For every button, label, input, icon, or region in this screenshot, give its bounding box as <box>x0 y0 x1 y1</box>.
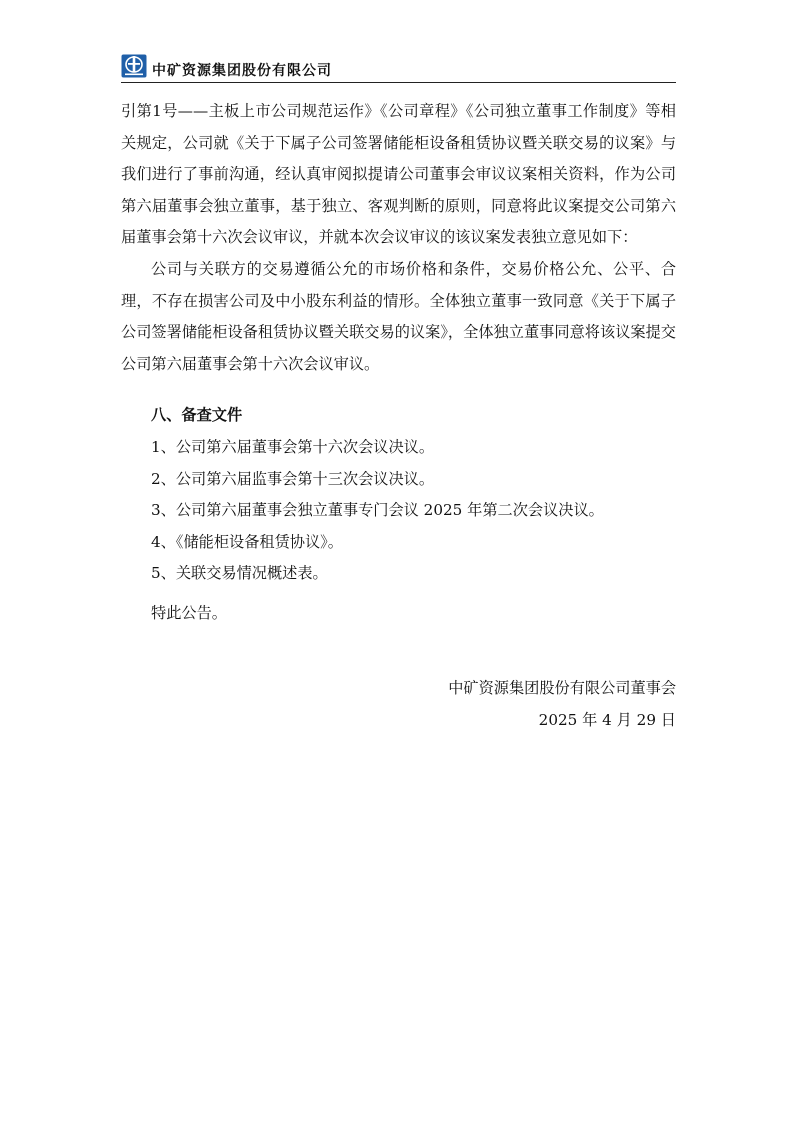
list-item: 1、公司第六届董事会第十六次会议决议。 <box>151 437 435 456</box>
opinion-paragraph-1: 引第1号——主板上市公司规范运作》《公司章程》《公司独立董事工作制度》等相关规定，公司就《关于下属子公司签署储能柜设备租赁协议暨关联交易的议案》与我们进行了事前沟通，经认真审阅拟提请公司董事会审议议案相关资料，作为公司第六届董事会独立董事，基于独立、客观判断的原则，同意将此议案提交公司第六届董事会第十六次会议审议，并就本次会议审议的该议案发表独立意见如下： <box>121 102 676 247</box>
announcement-date: 2025 年 4 月 29 日 <box>538 710 676 729</box>
section-title: 八、备查文件 <box>151 406 243 425</box>
page-header <box>121 52 676 83</box>
company-logo-icon <box>121 54 147 78</box>
signatory: 中矿资源集团股份有限公司董事会 <box>448 678 676 697</box>
list-item: 5、关联交易情况概述表。 <box>151 564 328 583</box>
opinion-paragraph-2: 公司与关联方的交易遵循公允的市场价格和条件，交易价格公允、公平、合理，不存在损害公司及中小股东利益的情形。全体独立董事一致同意《关于下属子公司签署储能柜设备租赁协议暨关联交易的议案》，全体独立董事同意将该议案提交公司第六届董事会第十六次会议审议。 <box>121 259 676 373</box>
company-name: 中矿资源集团股份有限公司 <box>152 63 332 79</box>
list-item: 2、公司第六届监事会第十三次会议决议。 <box>151 469 435 488</box>
closing-notice: 特此公告。 <box>151 603 227 622</box>
reference-documents-list <box>121 432 676 590</box>
list-item: 3、公司第六届董事会独立董事专门会议 2025 年第二次会议决议。 <box>151 501 604 520</box>
document-body <box>121 96 676 736</box>
list-item: 4、《储能柜设备租赁协议》。 <box>151 532 343 551</box>
